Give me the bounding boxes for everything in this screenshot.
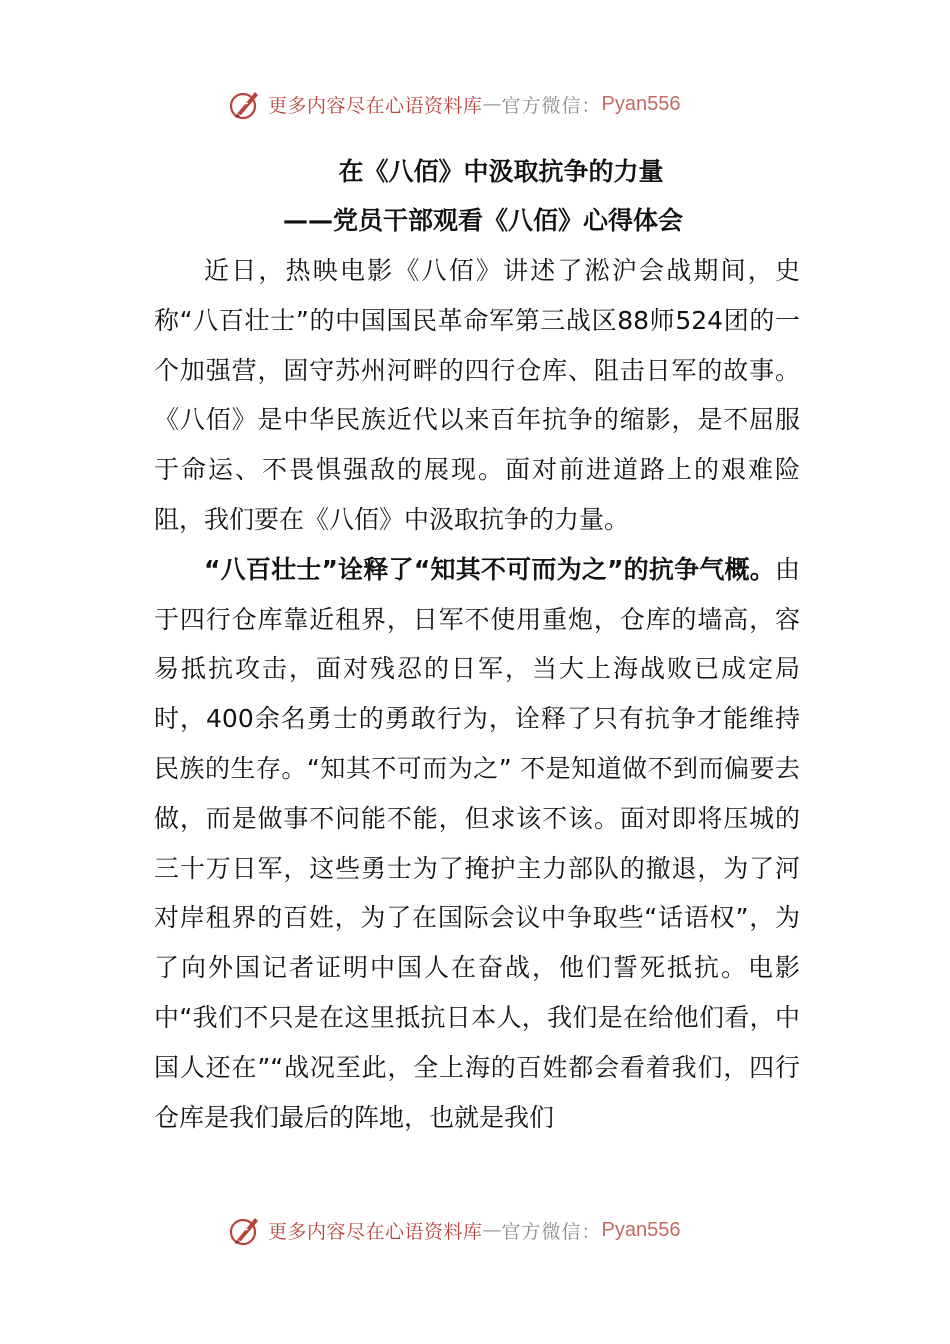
paragraph-lead-sentence: “八百壮士”诠释了“知其不可而为之”的抗争气概。 xyxy=(204,554,775,584)
banner-separator: — xyxy=(482,93,502,115)
document-subtitle: ——党员干部观看《八佰》心得体会 xyxy=(282,206,683,235)
paragraph-intro: 近日，热映电影《八佰》讲述了淞沪会战期间，史称“八百壮士”的中国国民革命军第三战区88师524团的一个加强营，固守苏州河畔的四行仓库、阻击日军的故事。《八佰》是中华民族近代以来百年抗争的缩影，是不屈服于命运、不畏惧强敌的展现。面对前进道路上的艰难险阻，我们要在《八佰》中汲取抗争的力量。 xyxy=(154,256,800,534)
banner-separator: — xyxy=(482,1219,502,1241)
banner-text: 更多内容尽在心语资料库 xyxy=(268,94,483,117)
banner-wechat-label: 官方微信： xyxy=(501,1220,602,1243)
banner-wechat-id: Pyan556 xyxy=(601,92,681,115)
banner-wechat-label: 官方微信： xyxy=(501,94,602,117)
footer-banner xyxy=(228,1212,681,1248)
banner-text: 更多内容尽在心语资料库 xyxy=(268,1220,483,1243)
quill-pen-icon xyxy=(228,1213,262,1247)
banner-wechat-id: Pyan556 xyxy=(601,1218,681,1241)
paragraph-two xyxy=(154,545,800,1143)
quill-pen-icon xyxy=(228,87,262,121)
document-body xyxy=(154,246,800,1142)
document-title: 在《八佰》中汲取抗争的力量 xyxy=(338,157,664,186)
header-banner xyxy=(228,86,681,122)
paragraph-two-text: 由于四行仓库靠近租界，日军不使用重炮，仓库的墙高，容易抵抗攻击，面对残忍的日军，当大上海战败已成定局时，400余名勇士的勇敢行为，诠释了只有抗争才能维持民族的生存。“知其不可而为之” 不是知道做不到而偏要去做，而是做事不问能不能，但求该不该。面对即将压城的三十万日军，这些勇士为了掩护主力部队的撤退，为了河对岸租界的百姓，为了在国际会议中争取些“话语权”，为了向外国记者证明中国人在奋战，他们誓死抵抗。电影中“我们不只是在这里抵抗日本人，我们是在给他们看，中国人还在”“战况至此，全上海的百姓都会看着我们，四行仓库是我们最后的阵地，也就是我们 xyxy=(154,554,800,1132)
